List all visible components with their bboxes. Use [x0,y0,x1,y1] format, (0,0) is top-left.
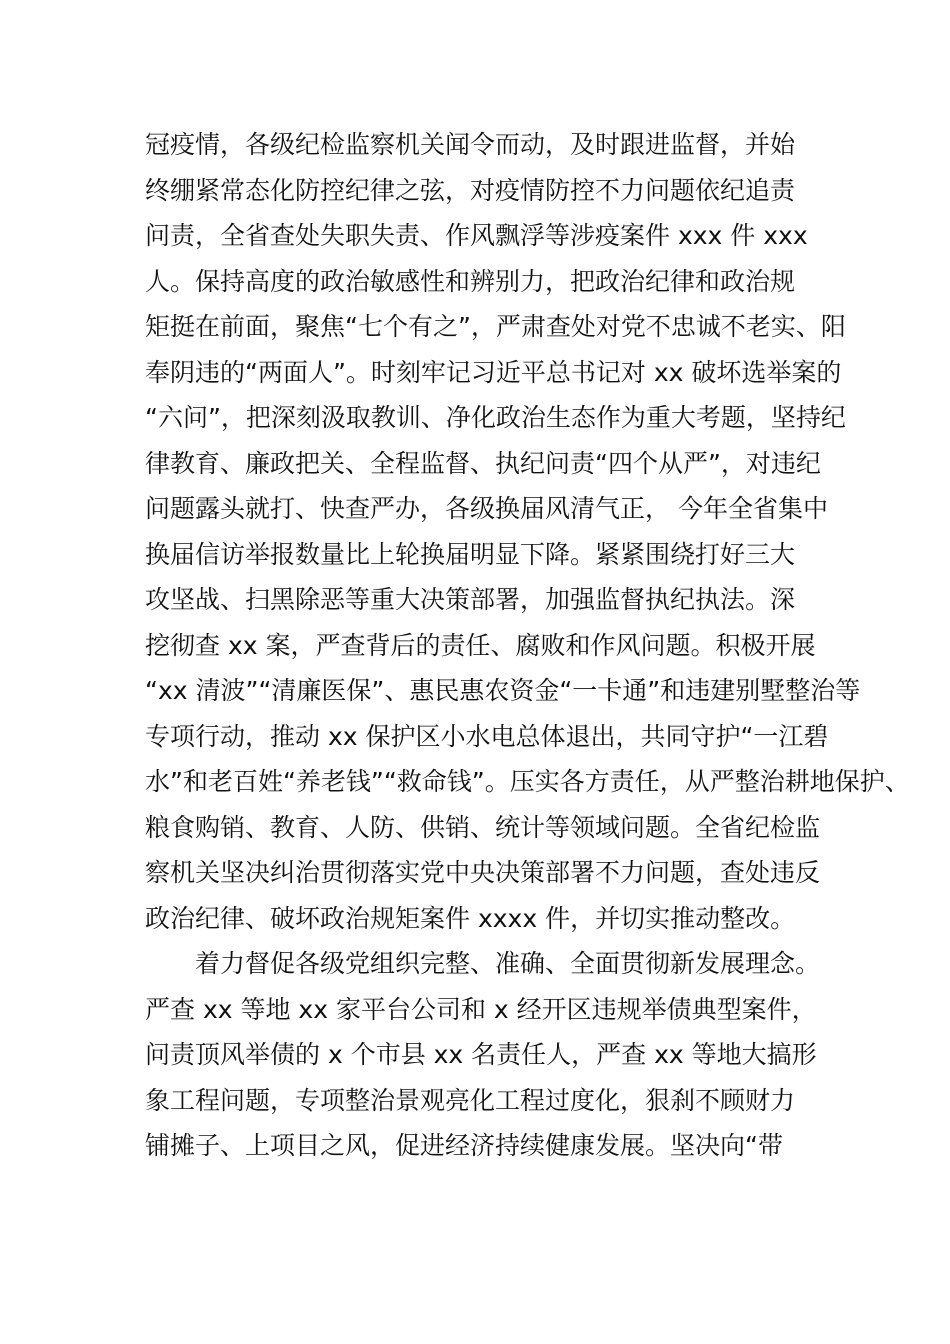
text-line: 问题露头就打、快查严办，各级换届风清气正， 今年全省集中 [145,494,828,523]
text-line: 问责顶风举债的 x 个市县 xx 名责任人，严查 xx 等地大搞形 [145,1040,817,1069]
paragraph-2 [145,941,825,1169]
text-line: 奉阴违的“两面人”。时刻牢记习近平总书记对 xx 破坏选举案的 [145,357,842,387]
text-line: 挖彻查 xx 案，严查背后的责任、腐败和作风问题。积极开展 [145,630,816,660]
text-line: 终绷紧常态化防控纪律之弦，对疫情防控不力问题依纪追责 [145,175,796,205]
text-line: 攻坚战、扫黑除恶等重大决策部署，加强监督执纪执法。深 [145,585,796,614]
text-line: 人。保持高度的政治敏感性和辨别力，把政治纪律和政治规 [145,266,796,296]
text-line: 察机关坚决纠治贯彻落实党中央决策部署不力问题，查处违反 [145,858,821,887]
text-line: 着力督促各级党组织完整、准确、全面贯彻新发展理念。 [195,949,821,978]
text-line: “xx 清波”“清廉医保”、惠民惠农资金“一卡通”和违建别墅整治等 [145,676,861,705]
text-line: 铺摊子、上项目之风，促进经济持续健康发展。坚决向“带 [145,1131,783,1160]
text-line: 问责，全省查处失职失责、作风飘浮等涉疫案件 xxx 件 xxx [145,221,808,250]
text-line: 专项行动，推动 xx 保护区小水电总体退出，共同守护“一江碧 [145,721,829,751]
text-line: 冠疫情，各级纪检监察机关闻令而动，及时跟进监督，并始 [145,130,796,159]
document-body [145,122,910,1169]
text-line: 矩挺在前面，聚焦“七个有之”，严肃查处对党不忠诚不老实、阳 [145,312,846,341]
text-line: 换届信访举报数量比上轮换届明显下降。紧紧围绕打好三大 [145,539,796,569]
text-line: 政治纪律、破坏政治规矩案件 xxxx 件，并切实推动整改。 [145,903,796,933]
paragraph-1 [145,122,910,941]
text-line: 律教育、廉政把关、全程监督、执纪问责“四个从严”，对违纪 [145,448,821,478]
text-line: 水”和老百姓“养老钱”“救命钱”。压实各方责任，从严整治耕地保护、 [145,767,910,796]
text-line: “六问”，把深刻汲取教训、净化政治生态作为重大考题，坚持纪 [145,403,846,432]
text-line: 粮食购销、教育、人防、供销、统计等领域问题。全省纪检监 [145,812,821,842]
text-line: 象工程问题，专项整治景观亮化工程过度化，狠刹不顾财力 [145,1085,796,1115]
text-line: 严查 xx 等地 xx 家平台公司和 x 经开区违规举债典型案件， [145,994,817,1024]
